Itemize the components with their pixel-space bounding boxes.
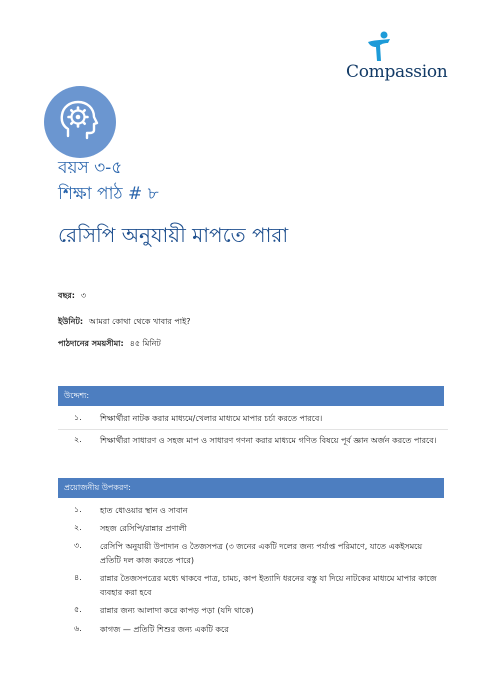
item-text: রান্নার জন্য আলাদা করে কাপড় পড়া (যদি থাকে) <box>100 606 254 615</box>
duration-row <box>58 338 161 351</box>
item-text: শিক্ষার্থীরা সাধারণ ও সহজ মাপ ও সাধারণ গণনা করার মাধ্যমে গণিত বিষয়ে পূর্ব জ্ঞান অর্জন করতে পারবে। <box>100 436 437 445</box>
duration-label: পাঠদানের সময়সীমা: <box>58 339 124 348</box>
item-number: ২. <box>74 435 82 444</box>
item-text: রেসিপি অনুযায়ী উপাদান ও তৈজসপত্র (৩ জনের একটি দলের জন্য পর্যাপ্ত পরিমাণে, যাতে একইসময়ে প্রতিটি দল কাজ করতে পারে) <box>100 542 423 565</box>
unit-value: আমরা কোথা থেকে খাবার পাই? <box>89 317 191 326</box>
brand-name: Compassion <box>346 62 448 82</box>
year-label: বছর: <box>58 291 75 300</box>
item-number: ১. <box>74 505 82 514</box>
item-text: কাগজ — প্রতিটি শিশুর জন্য একটি করে <box>100 625 229 634</box>
year-value: ৩ <box>80 291 87 300</box>
item-number: ১. <box>74 413 82 422</box>
age-range: বয়স ৩-৫ <box>58 158 123 178</box>
item-number: ৪. <box>74 573 82 582</box>
item-text: রান্নার তৈজসপত্রের মধ্যে থাকবে পাত্র, চামচ, কাপ ইত্যাদি ধরনের বস্তু যা দিয়ে নাটকের মাধ্যমে মাপার কাজে ব্যবহার করা হবে <box>100 574 437 597</box>
item-number: ২. <box>74 523 82 532</box>
year-row <box>58 290 86 303</box>
compassion-logo <box>346 30 446 90</box>
item-text: শিক্ষার্থীরা নাটক করার মাধ্যমে/খেলার মাধ্যমে মাপার চর্চা করতে পারবে। <box>100 414 323 423</box>
lesson-number: শিক্ষা পাঠ # ৮ <box>58 184 159 204</box>
duration-value: ৪৫ মিনিট <box>129 339 161 348</box>
unit-label: ইউনিট: <box>58 317 84 326</box>
page-title: রেসিপি অনুযায়ী মাপতে পারা <box>58 223 289 247</box>
divider <box>58 429 448 430</box>
item-number: ৩. <box>74 541 82 550</box>
head-gear-icon <box>44 86 116 158</box>
person-figure-icon <box>364 30 394 64</box>
objectives-heading: উদ্দেশ্য: <box>58 386 444 406</box>
materials-heading: প্রয়োজনীয় উপকরণ: <box>58 478 444 498</box>
item-number: ৫. <box>74 605 82 614</box>
item-text: সহজ রেসিপি/রান্নার প্রণালী <box>100 524 187 533</box>
item-number: ৬. <box>74 624 82 633</box>
item-text: হাত ধোওয়ার স্থান ও সাবান <box>100 506 188 515</box>
unit-row <box>58 316 191 329</box>
